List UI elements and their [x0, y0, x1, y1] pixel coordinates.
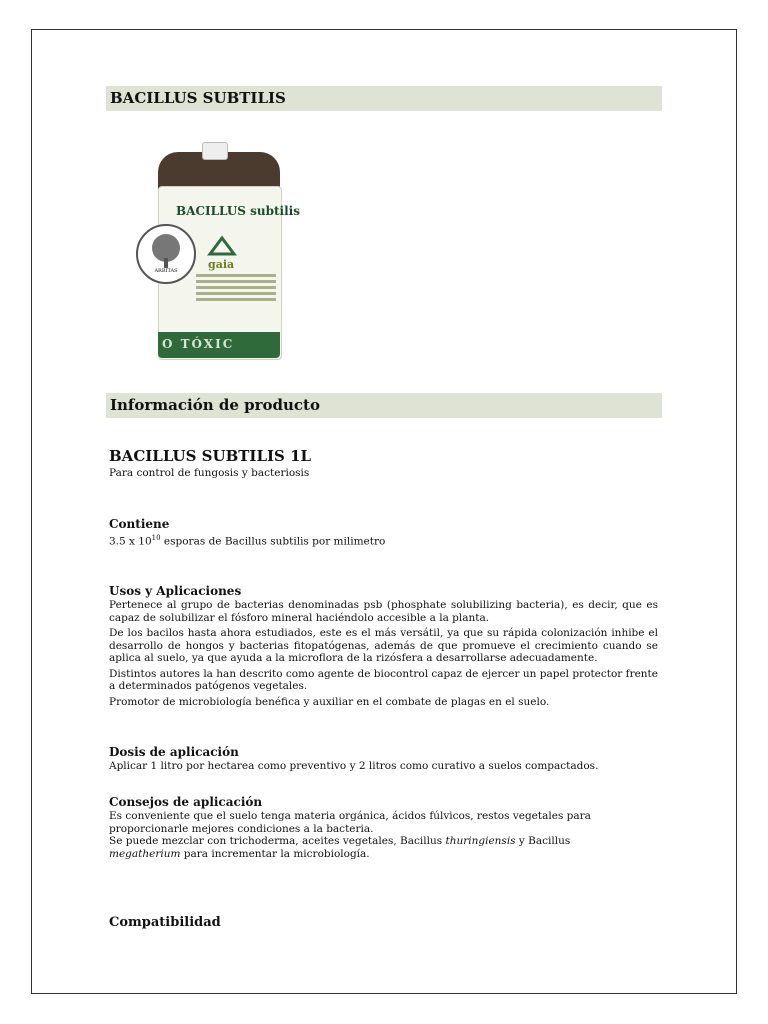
dosis-block: [109, 745, 669, 773]
contiene-heading: Contiene: [109, 517, 170, 531]
contiene-text-pre: 3.5 x 10: [109, 535, 152, 548]
bottle-bottom-text: O TÓXIC: [162, 337, 235, 351]
bottle-label-title: BACILLUS subtilis: [176, 204, 300, 218]
consejos-line-1: Es conveniente que el suelo tenga materia orgánica, ácidos fúlvicos, restos vegetales para proporcionarle mejores condiciones a la bacteria.: [109, 810, 591, 835]
product-block: [109, 447, 669, 480]
consejos-line-2-c: y Bacillus: [515, 835, 571, 847]
brand-logo: gaia: [208, 258, 235, 271]
consejos-line-2-a: Se puede mezclar con trichoderma, aceites vegetales, Bacillus: [109, 835, 446, 847]
seal-text: ARBITAS: [154, 268, 178, 274]
usos-paragraph-1: Pertenece al grupo de bacterias denominadas psb (phosphate solubilizing bacteria), es decir, que es capaz de solubilizar el fósforo mineral haciéndolo accesible a la planta.: [109, 599, 658, 624]
consejos-line-2-italic-2: megatherium: [109, 847, 181, 860]
bottle-cap: [202, 142, 228, 160]
consejos-block: [109, 795, 639, 860]
compat-block: [109, 915, 221, 930]
dosis-text: Aplicar 1 litro por hectarea como preventivo y 2 litros como curativo a suelos compactados.: [109, 760, 599, 772]
contiene-text-post: esporas de Bacillus subtilis por milimetro: [160, 535, 386, 548]
title-band: [106, 86, 662, 111]
dosis-heading: Dosis de aplicación: [109, 745, 239, 759]
tree-trunk: [164, 258, 168, 268]
product-image: [136, 138, 300, 360]
consejos-heading: Consejos de aplicación: [109, 795, 263, 809]
product-subtitle: Para control de fungosis y bacteriosis: [109, 467, 310, 479]
label-fine-print: [196, 274, 276, 304]
section-band-info: [106, 393, 662, 418]
seal-logo: [136, 224, 196, 284]
consejos-line-2-e: para incrementar la microbiología.: [180, 847, 370, 860]
product-name: BACILLUS SUBTILIS 1L: [109, 447, 312, 465]
contiene-text: [109, 532, 669, 549]
compat-heading: Compatibilidad: [109, 915, 221, 930]
contiene-block: [109, 517, 669, 549]
contiene-exponent: 10: [151, 534, 161, 542]
recycle-logo-icon: [206, 234, 238, 258]
usos-paragraph-4: Promotor de microbiología benéfica y auxiliar en el combate de plagas en el suelo.: [109, 695, 550, 708]
section-title-info: Información de producto: [110, 396, 320, 414]
usos-block: [109, 584, 658, 708]
usos-heading: Usos y Aplicaciones: [109, 584, 242, 598]
usos-paragraph-2: De los bacilos hasta ahora estudiados, este es el más versátil, ya que su rápida colonización inhibe el desarrollo de hongos y bacterias fitopatógenas, además de que promueve el crecimiento cuando se aplica al suelo, ya que ayuda a la microflora de la rizósfera a desarrollarse adecuadamente.: [109, 627, 658, 664]
consejos-line-2: [109, 835, 639, 860]
page-title: BACILLUS SUBTILIS: [110, 89, 286, 107]
usos-paragraph-3: Distintos autores la han descrito como agente de biocontrol capaz de ejercer un papel protector frente a determinados patógenos vegetales.: [109, 667, 658, 692]
consejos-line-2-italic-1: thuringiensis: [445, 835, 516, 847]
